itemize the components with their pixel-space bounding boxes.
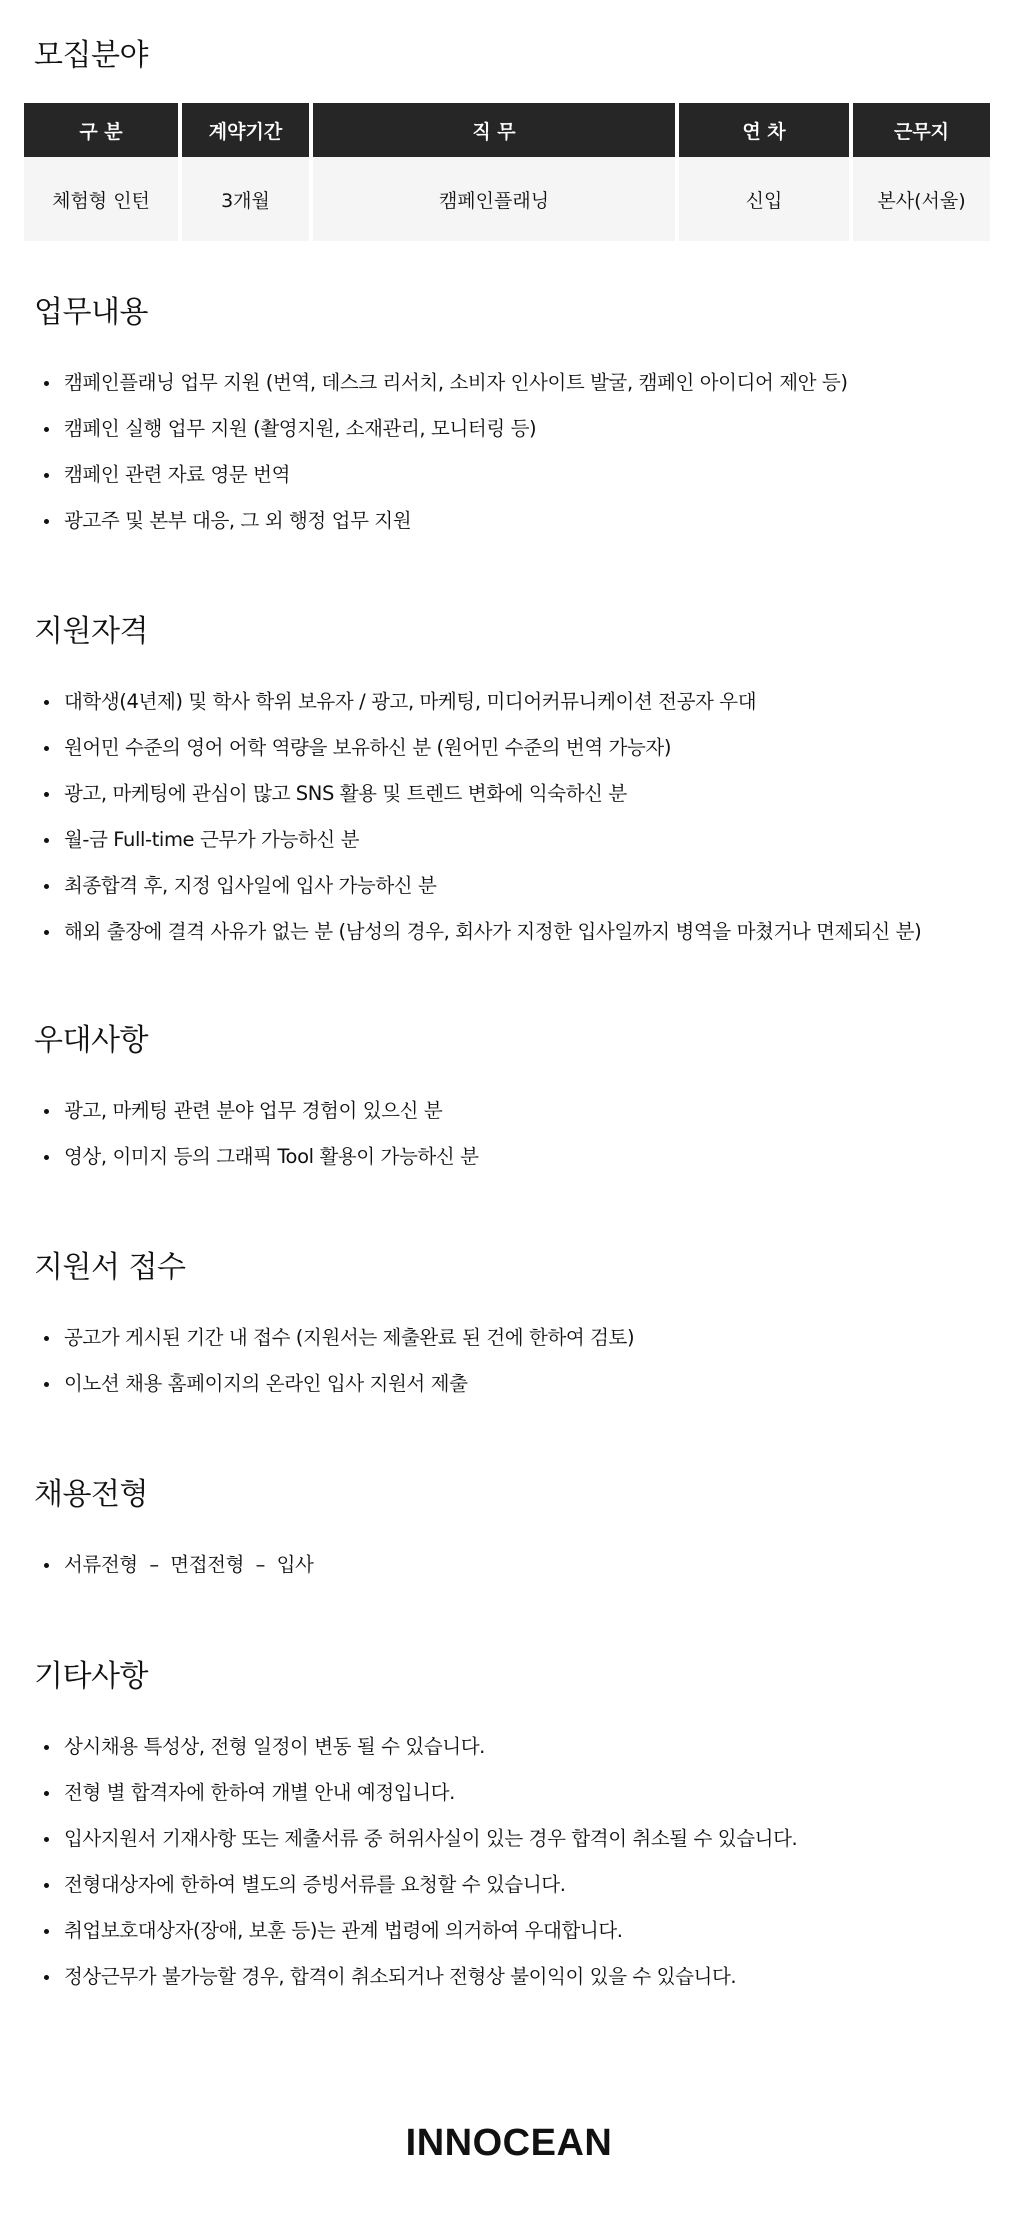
table-row [24,157,990,241]
list-item: 광고, 마케팅에 관심이 많고 SNS 활용 및 트렌드 변화에 익숙하신 분 [44,771,921,817]
list-item: 상시채용 특성상, 전형 일정이 변동 될 수 있습니다. [44,1724,797,1770]
list-item: 서류전형 – 면접전형 – 입사 [44,1542,313,1588]
list-item: 원어민 수준의 영어 어학 역량을 보유하신 분 (원어민 수준의 번역 가능자) [44,725,921,771]
list-item: 입사지원서 기재사항 또는 제출서류 중 허위사실이 있는 경우 합격이 취소될 수 있습니다. [44,1816,797,1862]
list-item: 광고, 마케팅 관련 분야 업무 경험이 있으신 분 [44,1088,479,1134]
duties-title: 업무내용 [34,295,148,330]
list-item: 월-금 Full-time 근무가 가능하신 분 [44,817,921,863]
list-item: 해외 출장에 결격 사유가 없는 분 (남성의 경우, 회사가 지정한 입사일까지 병역을 마쳤거나 면제되신 분) [44,909,921,955]
process-list [44,1542,313,1588]
header-contract-period: 계약기간 [182,103,309,157]
preferences-title: 우대사항 [34,1023,148,1058]
recruit-field-title: 모집분야 [34,38,148,73]
duties-list [44,360,848,544]
table-header-row [24,103,990,157]
list-item: 영상, 이미지 등의 그래픽 Tool 활용이 가능하신 분 [44,1134,479,1180]
cell-contract-period: 3개월 [182,157,309,241]
list-item: 광고주 및 본부 대응, 그 외 행정 업무 지원 [44,498,848,544]
list-item: 캠페인 실행 업무 지원 (촬영지원, 소재관리, 모니터링 등) [44,406,848,452]
header-location: 근무지 [853,103,990,157]
list-item: 공고가 게시된 기간 내 접수 (지원서는 제출완료 된 건에 한하여 검토) [44,1315,634,1361]
header-category: 구 분 [24,103,178,157]
cell-location: 본사(서울) [853,157,990,241]
list-item: 전형 별 합격자에 한하여 개별 안내 예정입니다. [44,1770,797,1816]
list-item: 정상근무가 불가능할 경우, 합격이 취소되거나 전형상 불이익이 있을 수 있습니다. [44,1954,797,2000]
cell-experience: 신입 [679,157,849,241]
application-list [44,1315,634,1407]
recruit-field-table [20,103,994,241]
list-item: 캠페인플래닝 업무 지원 (번역, 데스크 리서치, 소비자 인사이트 발굴, 캠페인 아이디어 제안 등) [44,360,848,406]
list-item: 이노션 채용 홈페이지의 온라인 입사 지원서 제출 [44,1361,634,1407]
list-item: 취업보호대상자(장애, 보훈 등)는 관계 법령에 의거하여 우대합니다. [44,1908,797,1954]
header-job: 직 무 [313,103,675,157]
list-item: 최종합격 후, 지정 입사일에 입사 가능하신 분 [44,863,921,909]
list-item: 대학생(4년제) 및 학사 학위 보유자 / 광고, 마케팅, 미디어커뮤니케이션 전공자 우대 [44,679,921,725]
etc-title: 기타사항 [34,1659,148,1694]
cell-category: 체험형 인턴 [24,157,178,241]
list-item: 전형대상자에 한하여 별도의 증빙서류를 요청할 수 있습니다. [44,1862,797,1908]
cell-job: 캠페인플래닝 [313,157,675,241]
etc-list [44,1724,797,2000]
qualifications-title: 지원자격 [34,614,148,649]
qualifications-list [44,679,921,955]
header-experience: 연 차 [679,103,849,157]
preferences-list [44,1088,479,1180]
innocean-logo: INNOCEAN [405,2122,613,2164]
list-item: 캠페인 관련 자료 영문 번역 [44,452,848,498]
application-title: 지원서 접수 [34,1250,186,1285]
process-title: 채용전형 [34,1477,148,1512]
